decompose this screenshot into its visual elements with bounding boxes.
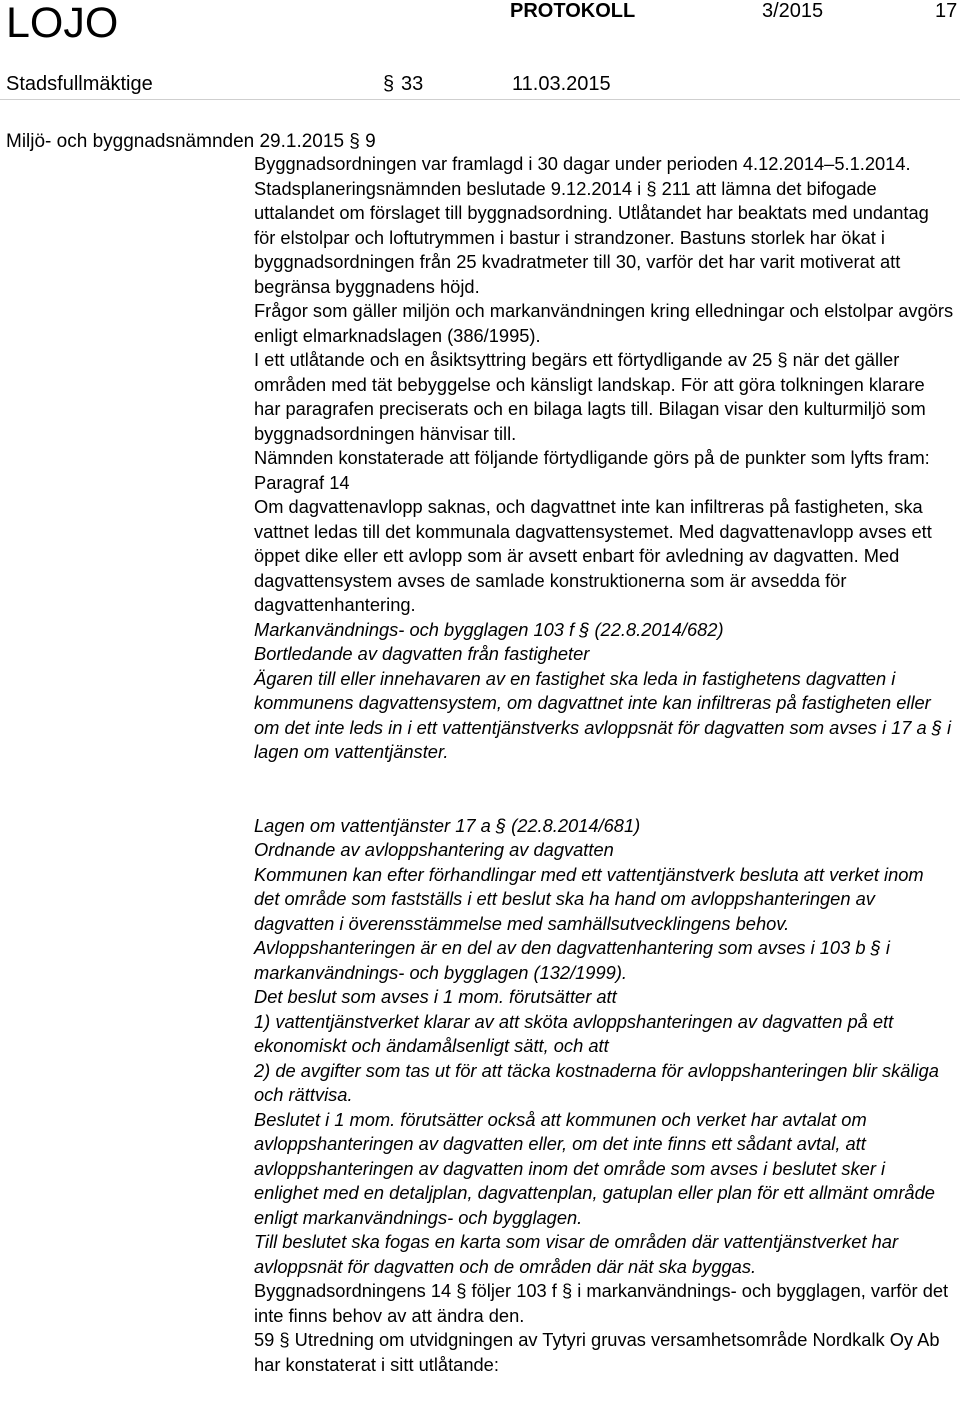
paragraph: Ägaren till eller innehavaren av en fastighet ska leda in fastighetens dagvatten i kommunens dagvattensystem, om dagvattnet inte kan infiltreras på fastigheten eller om det inte leds in i ett vattentjänstverks avloppsnät för dagvatten som avses i 17 a § i lagen om vattentjänster.	[254, 667, 952, 762]
paragraph-spacer	[254, 765, 954, 814]
paragraph: Frågor som gäller miljön och markanvändningen kring elledningar och elstolpar avgörs enligt elmarknadslagen (386/1995).	[254, 300, 954, 346]
paragraph: Byggnadsordningen var framlagd i 30 dagar under perioden 4.12.2014–5.1.2014. Stadsplaneringsnämnden beslutade 9.12.2014 i § 211 att lämna det bifogade uttalandet om förslaget till byggnadsordning. Utlåtandet har beaktats med undantag för elstolpar och loftutrymmen i bastur i strandzoner. Bastuns storlek har ökat i byggnadsordningen från 25 kvadratmeter till 30, varför det har varit motiverat att begränsa byggnadens höjd.	[254, 153, 929, 297]
paragraph: Kommunen kan efter förhandlingar med ett vattentjänstverk besluta att verket inom det område som fastställs i ett beslut ska ha hand om avloppshanteringen av dagvatten i överensstämmelse med samhällsutvecklingens behov. Avloppshanteringen är en del av den dagvattenhantering som avses i 103 b § i markanvändnings- och bygglagen (132/1999).	[254, 863, 924, 983]
paragraph: Byggnadsordningens 14 § följer 103 f § i markanvändnings- och bygglagen, varför det inte finns behov av att ändra den.	[254, 1280, 949, 1326]
header-divider	[0, 99, 960, 100]
organ-name: Stadsfullmäktige	[6, 73, 153, 95]
meeting-date: 11.03.2015	[512, 73, 611, 95]
paragraph: Bortledande av dagvatten från fastigheter	[254, 643, 590, 664]
paragraph: Det beslut som avses i 1 mom. förutsätter att	[254, 986, 617, 1007]
paragraph: Om dagvattenavlopp saknas, och dagvattnet inte kan infiltreras på fastigheten, ska vattnet ledas till det kommunala dagvattensystemet. Med dagvattenavlopp avses ett öppet dike eller ett avlopp som är avsett enbart för avledning av dagvatten. Med dagvattensystem avses de samlade konstruktionerna som är avsedda för dagvattenhantering.	[254, 496, 932, 615]
paragraph: I ett utlåtande och en åsiktsyttring begärs ett förtydligande av 25 § när det gäller områden med tät bebyggelse och känsligt landskap. För att göra tolkningen klarare har paragrafen preciserats och en bilaga lagts till. Bilagan visar den kulturmiljö som byggnadsordningen hänvisar till.	[254, 349, 926, 444]
section-number: 33	[401, 73, 424, 95]
paragraph: 1) vattentjänstverket klarar av att sköta avloppshanteringen av dagvatten på ett ekonomiskt och ändamålsenligt sätt, och att	[254, 1010, 894, 1056]
document-body	[254, 152, 954, 1377]
agenda-entry: Miljö- och byggnadsnämnden 29.1.2015 § 9	[6, 131, 376, 152]
paragraph: Nämnden konstaterade att följande förtydligande görs på de punkter som lyfts fram: Paragraf 14	[254, 447, 930, 493]
protocol-number: 3/2015	[762, 0, 824, 22]
paragraph: Till beslutet ska fogas en karta som visar de områden där vattentjänstverket har avloppsnät för dagvatten och de områden där nät ska byggas.	[254, 1231, 899, 1277]
section-sign: §	[383, 73, 395, 95]
paragraph: Markanvändnings- och bygglagen 103 f § (22.8.2014/682)	[254, 618, 724, 640]
meeting-info	[0, 73, 960, 99]
page-number: 17	[935, 0, 958, 22]
page-header	[0, 0, 960, 50]
doc-type-label: PROTOKOLL	[510, 0, 636, 22]
paragraph: Ordnande av avloppshantering av dagvatten	[254, 839, 614, 860]
paragraph: Lagen om vattentjänster 17 a § (22.8.2014/681)	[254, 814, 641, 836]
paragraph: Beslutet i 1 mom. förutsätter också att kommunen och verket har avtalat om avloppshanteringen av dagvatten eller, om det inte finns ett sådant avtal, att avloppshanteringen av dagvatten inom det område som avses i beslutet sker i enlighet med en detaljplan, dagvattenplan, gatuplan eller plan för ett allmänt område enligt markanvändnings- och bygglagen.	[254, 1108, 935, 1228]
paragraph: 2) de avgifter som tas ut för att täcka kostnaderna för avloppshanteringen blir skäliga och rättvisa.	[254, 1059, 939, 1105]
lojo-logo: LOJO	[6, 0, 119, 47]
paragraph: 59 § Utredning om utvidgningen av Tytyri gruvas versamhetsområde Nordkalk Oy Ab har konstaterat i sitt utlåtande:	[254, 1329, 940, 1375]
